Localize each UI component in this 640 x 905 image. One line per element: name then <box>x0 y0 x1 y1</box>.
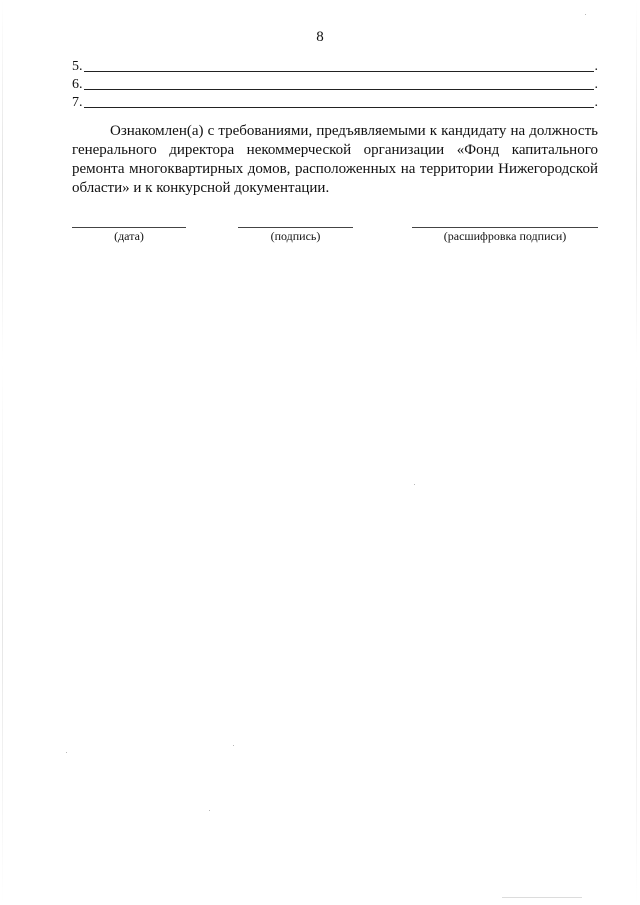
numbered-line-6 <box>72 77 598 93</box>
line-end-period: . <box>594 77 598 92</box>
numbered-line-7 <box>72 95 598 111</box>
line-end-period: . <box>594 59 598 74</box>
scan-edge-left <box>2 0 3 905</box>
date-caption: (дата) <box>114 229 144 243</box>
scan-speck <box>233 745 234 746</box>
fill-in-rule <box>84 71 594 72</box>
signature-caption: (подпись) <box>270 229 321 243</box>
scan-speck <box>66 752 67 753</box>
scan-speck <box>414 484 415 485</box>
line-number: 5. <box>72 59 83 74</box>
scan-speck <box>209 810 210 811</box>
page-number: 8 <box>316 29 324 45</box>
fill-in-rule <box>84 107 594 108</box>
line-number: 6. <box>72 77 83 92</box>
scan-edge-right <box>636 0 637 905</box>
name-signature-line <box>412 227 598 228</box>
fill-in-rule <box>84 89 594 90</box>
numbered-line-5 <box>72 59 598 75</box>
date-signature-line <box>72 227 186 228</box>
scan-speck <box>585 14 586 15</box>
signature-line <box>238 227 353 228</box>
scan-speck <box>502 897 582 898</box>
line-end-period: . <box>594 95 598 110</box>
name-caption: (расшифровка подписи) <box>443 229 567 243</box>
acknowledgement-paragraph: Ознакомлен(а) с требованиями, предъявляемыми к кандидату на должность генерального директора некоммерческой организации «Фонд капитального ремонта многоквартирных домов, расположенных на территории Нижегородской области» и к конкурсной документации. <box>72 123 598 196</box>
line-number: 7. <box>72 95 83 110</box>
